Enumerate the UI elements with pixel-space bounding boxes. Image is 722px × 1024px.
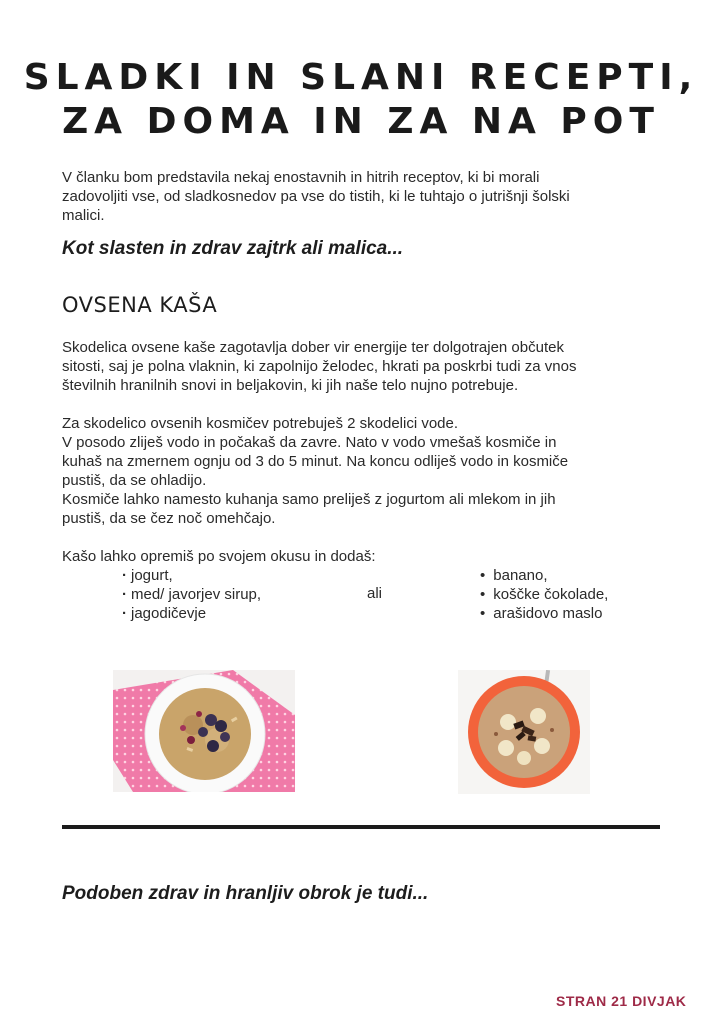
paragraph-line: Za skodelico ovsenih kosmičev potrebuješ 2 skodelici vode. xyxy=(62,415,459,432)
paragraph-line: številnih hranilnih snovi in beljakovin, ki jih naše telo nujno potrebuje. xyxy=(62,377,519,394)
intro-paragraph xyxy=(62,168,662,225)
or-separator: ali xyxy=(367,585,383,602)
paragraph-line: Skodelica ovsene kaše zagotavlja dober vir energije ter dolgotrajen občutek xyxy=(62,339,564,356)
paragraph-line: pustiš, da se ohladijo. xyxy=(62,472,207,489)
paragraph-line: pustiš, da se čez noč omehčajo. xyxy=(62,510,276,527)
list-item: · jagodičevje xyxy=(122,604,261,623)
list-item: · med/ javorjev sirup, xyxy=(122,585,261,604)
list-item: • koščke čokolade, xyxy=(480,585,608,604)
paragraph-line: sitosti, saj je polna vlaknin, ki zapolnijo želodec, hkrati pa poskrbi tudi za vnos xyxy=(62,358,577,375)
article-title xyxy=(0,56,722,144)
list-item: · jogurt, xyxy=(122,566,261,585)
page-footer: STRAN 21 DIVJAK xyxy=(556,993,687,1009)
toppings-list-left xyxy=(122,566,261,623)
list-item: • arašidovo maslo xyxy=(480,604,608,623)
oatmeal-berries-photo xyxy=(113,670,295,792)
section-title: OVSENA KAŠA xyxy=(62,293,218,317)
list-item: • banano, xyxy=(480,566,608,585)
subheading-next: Podoben zdrav in hranljiv obrok je tudi... xyxy=(62,883,429,904)
toppings-list-right xyxy=(480,566,608,623)
intro-line: zadovoljiti vse, od sladkosnedov pa vse do tistih, ki le tuhtajo o jutrišnji šolski xyxy=(62,188,570,205)
paragraph-method xyxy=(62,414,662,528)
paragraph-line: Kosmiče lahko namesto kuhanja samo preliješ z jogurtom ali mlekom in jih xyxy=(62,491,556,508)
paragraph-benefits xyxy=(62,338,662,395)
section-divider xyxy=(62,825,660,829)
oatmeal-banana-chocolate-photo xyxy=(458,670,590,794)
paragraph-toppings-intro: Kašo lahko opremiš po svojem okusu in dodaš: xyxy=(62,548,376,565)
subheading-breakfast: Kot slasten in zdrav zajtrk ali malica... xyxy=(62,238,404,259)
intro-line: V članku bom predstavila nekaj enostavnih in hitrih receptov, ki bi morali xyxy=(62,169,540,186)
title-line-2: ZA DOMA IN ZA NA POT xyxy=(62,101,660,142)
paragraph-line: kuhaš na zmernem ognju od 3 do 5 minut. Na koncu odliješ vodo in kosmiče xyxy=(62,453,569,470)
title-line-1: SLADKI IN SLANI RECEPTI, xyxy=(23,57,699,98)
paragraph-line: V posodo zliješ vodo in počakaš da zavre. Nato v vodo vmešaš kosmiče in xyxy=(62,434,557,451)
intro-line: malici. xyxy=(62,207,105,224)
